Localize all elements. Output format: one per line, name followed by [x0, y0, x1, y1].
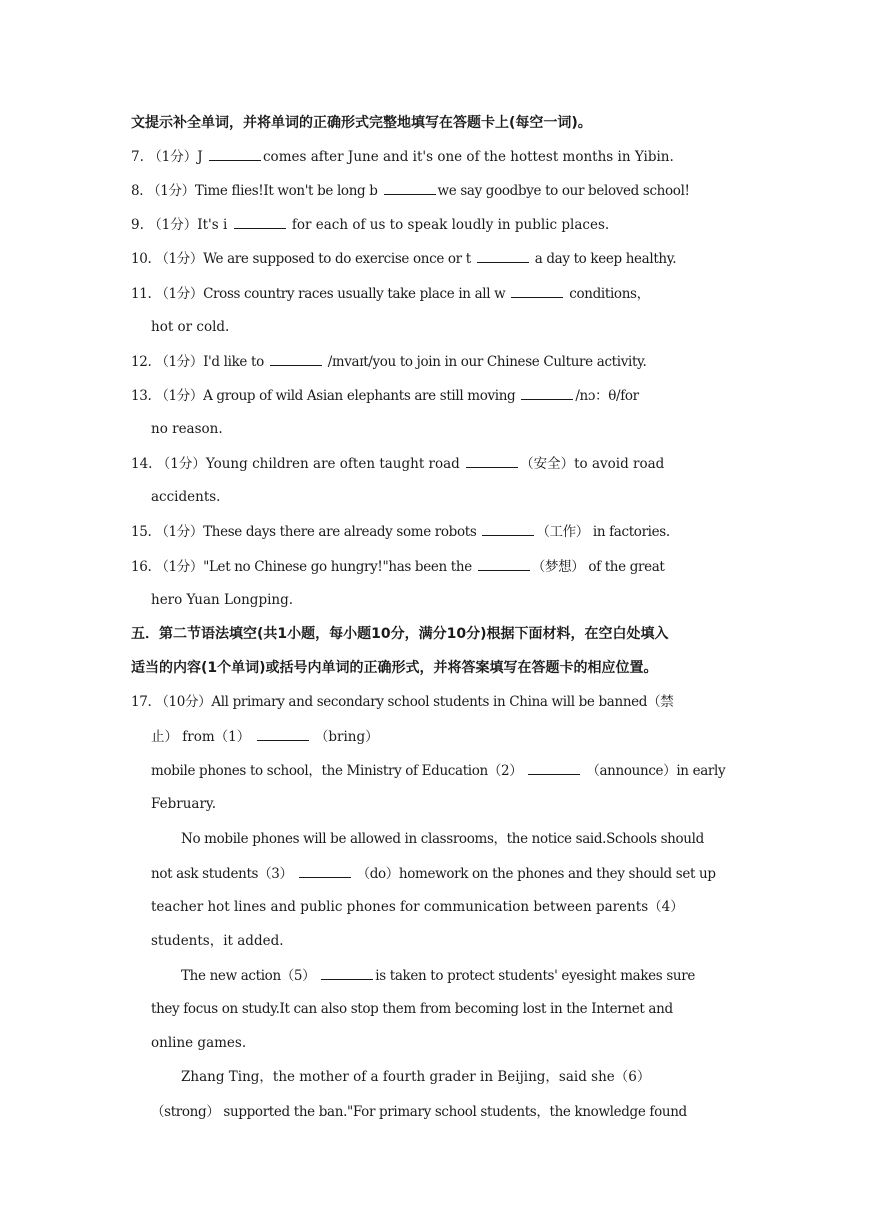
question-number: 7.	[131, 149, 144, 165]
question-score: （1分）	[155, 251, 204, 267]
question-text: These days there are already some robots	[203, 524, 477, 540]
passage-text: All primary and secondary school students in China will be banned（禁	[211, 694, 674, 710]
passage-line: they focus on study.It can also stop them from becoming lost in the Internet and	[151, 1001, 673, 1017]
question-text: Cross country races usually take place in all w	[203, 286, 506, 302]
passage-text: 止） from（1）	[151, 729, 251, 745]
question-text: （工作） in factories.	[536, 524, 670, 540]
answer-blank[interactable]	[482, 521, 534, 536]
answer-blank[interactable]	[234, 214, 286, 229]
passage-text: is taken to protect students' eyesight makes sure	[375, 968, 695, 984]
passage-line: No mobile phones will be allowed in classrooms，the notice said.Schools should	[181, 831, 704, 847]
answer-blank[interactable]	[477, 248, 529, 263]
passage-text: The new action（5）	[181, 968, 316, 984]
answer-blank-5[interactable]	[321, 965, 373, 980]
question-score: （1分）	[155, 354, 204, 370]
question-10	[131, 248, 737, 269]
question-text: A group of wild Asian elephants are still moving	[203, 388, 516, 404]
question-text: for each of us to speak loudly in public places.	[291, 217, 610, 233]
passage-text: not ask students（3）	[151, 866, 293, 882]
answer-blank-1[interactable]	[257, 726, 309, 741]
question-14-continued: accidents.	[151, 489, 221, 505]
passage-line: students，it added.	[151, 933, 284, 949]
question-number: 17.	[131, 694, 152, 710]
passage-line	[151, 863, 737, 884]
answer-blank-2[interactable]	[528, 760, 580, 775]
passage-line: online games.	[151, 1035, 247, 1051]
question-text: we say goodbye to our beloved school!	[437, 183, 690, 199]
answer-blank[interactable]	[209, 146, 261, 161]
passage-line: February.	[151, 796, 217, 812]
answer-blank[interactable]	[270, 351, 322, 366]
question-score: （1分）	[148, 217, 198, 233]
question-13-continued: no reason.	[151, 421, 223, 437]
question-score: （1分）	[156, 456, 206, 472]
question-13	[131, 385, 737, 406]
question-number: 15.	[131, 524, 152, 540]
question-text: conditions，	[569, 286, 650, 302]
passage-line: （strong） supported the ban."For primary school students，the knowledge found	[151, 1104, 687, 1120]
answer-blank[interactable]	[511, 283, 563, 298]
question-number: 14.	[131, 456, 153, 472]
question-text: J	[197, 149, 203, 165]
section-5-heading: 五．第二节语法填空(共1小题，每小题10分，满分10分)根据下面材料，在空白处填入	[131, 626, 669, 642]
question-number: 10.	[131, 251, 152, 267]
question-text: （安全）to avoid road	[520, 456, 665, 472]
question-text: comes after June and it's one of the hottest months in Yibin.	[263, 149, 674, 165]
question-text: "Let no Chinese go hungry!"has been the	[203, 559, 472, 575]
question-score: （1分）	[148, 149, 198, 165]
answer-blank[interactable]	[521, 385, 573, 400]
question-score: （10分）	[155, 694, 212, 710]
question-number: 8.	[131, 183, 144, 199]
question-number: 9.	[131, 217, 144, 233]
answer-blank[interactable]	[478, 556, 530, 571]
question-11	[131, 283, 737, 304]
question-score: （1分）	[155, 524, 204, 540]
question-score: （1分）	[155, 286, 204, 302]
question-number: 16.	[131, 559, 152, 575]
question-12	[131, 351, 737, 372]
question-number: 13.	[131, 388, 152, 404]
question-9	[131, 214, 737, 235]
answer-blank-3[interactable]	[299, 863, 351, 878]
passage-text: mobile phones to school，the Ministry of Education（2）	[151, 763, 523, 779]
question-7	[131, 146, 737, 167]
question-15	[131, 521, 737, 542]
question-17	[131, 692, 737, 712]
passage-text: （announce）in early	[586, 763, 726, 779]
answer-blank[interactable]	[384, 180, 436, 195]
question-text: We are supposed to do exercise once or t	[203, 251, 471, 267]
question-11-continued: hot or cold.	[151, 319, 230, 335]
passage-line	[181, 965, 737, 986]
question-14	[131, 453, 737, 474]
question-score: （1分）	[147, 183, 195, 199]
question-text: /ɪnvaɪt/you to join in our Chinese Culture activity.	[327, 354, 647, 370]
question-16	[131, 556, 737, 577]
question-16-continued: hero Yuan Longping.	[151, 592, 294, 608]
instructions-intro: 文提示补全单词，并将单词的正确形式完整地填写在答题卡上(每空一词)。	[131, 115, 592, 131]
question-text: It's i	[197, 217, 228, 233]
passage-text: （bring）	[314, 729, 379, 745]
question-number: 12.	[131, 354, 152, 370]
passage-line	[151, 760, 737, 781]
question-text: /nɔ：θ/for	[575, 388, 639, 404]
question-score: （1分）	[155, 559, 204, 575]
section-5-instructions: 适当的内容(1个单词)或括号内单词的正确形式，并将答案填写在答题卡的相应位置。	[131, 660, 658, 676]
question-text: Time flies!It won't be long b	[194, 183, 378, 199]
question-text: I'd like to	[203, 354, 264, 370]
question-text: （梦想） of the great	[531, 559, 665, 575]
question-8	[131, 180, 737, 201]
question-score: （1分）	[155, 388, 204, 404]
passage-line: teacher hot lines and public phones for communication between parents（4）	[151, 899, 684, 915]
question-text: Young children are often taught road	[205, 456, 460, 472]
question-text: a day to keep healthy.	[534, 251, 677, 267]
passage-line	[151, 726, 737, 747]
answer-blank[interactable]	[466, 453, 518, 468]
question-number: 11.	[131, 286, 152, 302]
passage-line: Zhang Ting，the mother of a fourth grader in Beijing，said she（6）	[181, 1069, 651, 1085]
passage-text: （do）homework on the phones and they should set up	[356, 866, 716, 882]
